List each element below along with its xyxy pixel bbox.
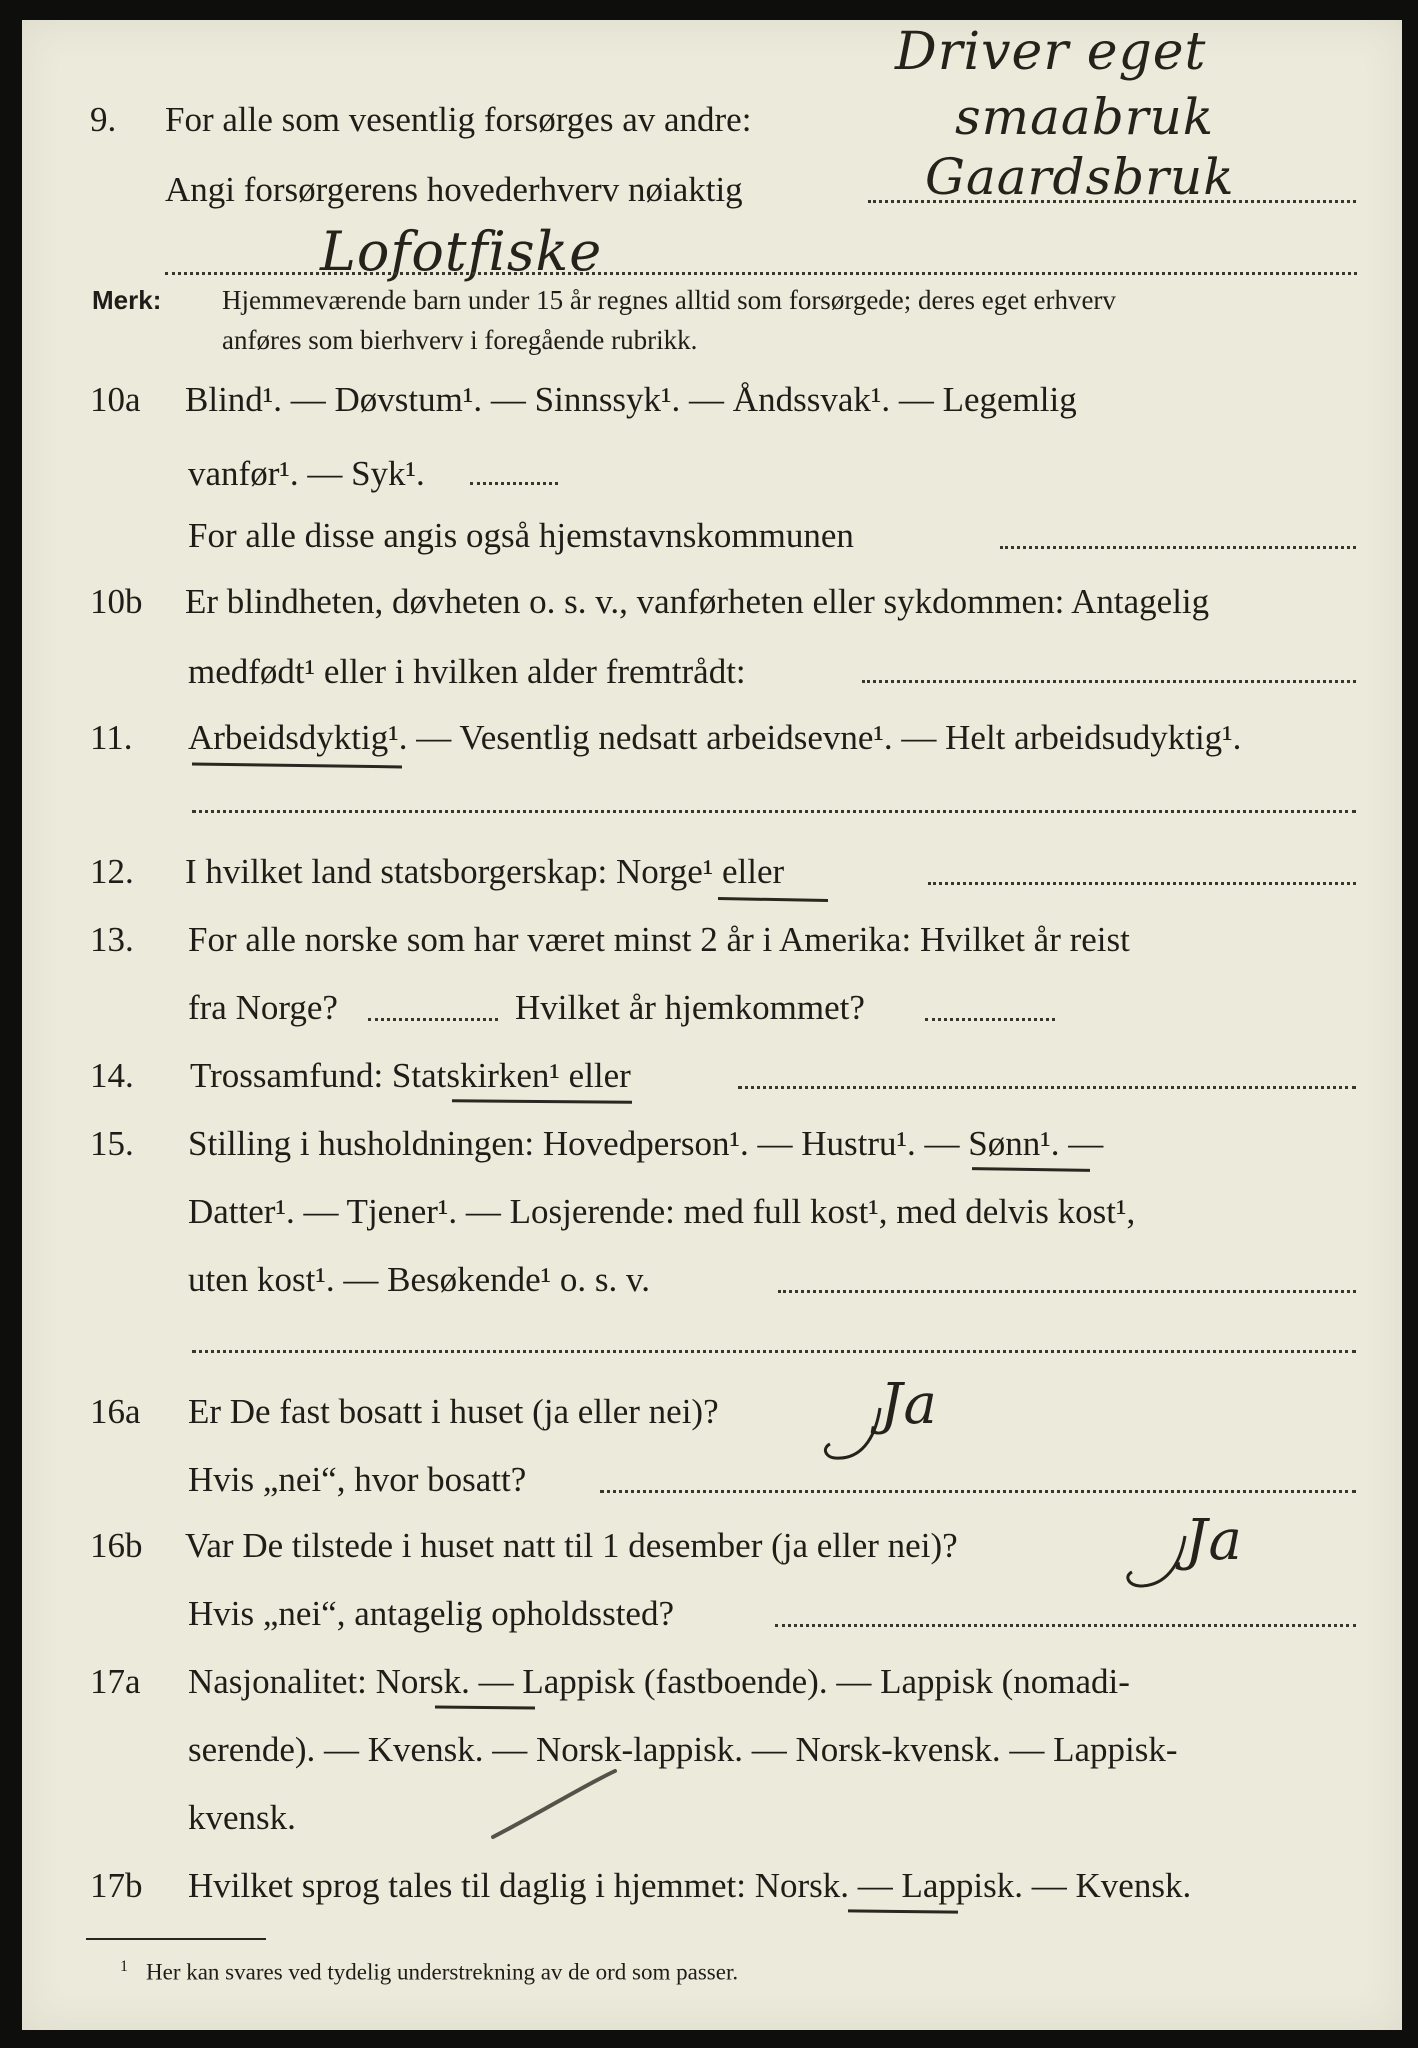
answer-line xyxy=(1000,546,1356,549)
question-text: Angi forsørgerens hovederhverv nøiaktig xyxy=(165,170,743,209)
answer-line xyxy=(600,1490,1356,1493)
answer-line xyxy=(165,272,1357,275)
question-text: Hvilket år hjemkommet? xyxy=(515,988,865,1027)
question-text: serende). — Kvensk. — Norsk-lappisk. — Norsk-kvensk. — Lappisk- xyxy=(188,1730,1178,1769)
question-text: medfødt¹ eller i hvilken alder fremtrådt: xyxy=(188,652,746,691)
question-number: 17a xyxy=(90,1662,141,1701)
question-text: kvensk. xyxy=(188,1798,296,1837)
handwritten-answer: Ja xyxy=(880,1372,938,1437)
handwritten-answer: smaabruk xyxy=(955,88,1215,146)
question-text: Er blindheten, døvheten o. s. v., vanførheten eller sykdommen: Antagelig xyxy=(185,582,1210,621)
note xyxy=(92,282,161,318)
answer-line xyxy=(368,1018,498,1021)
handwritten-answer: Ja xyxy=(1185,1508,1243,1573)
question-number: 10b xyxy=(90,582,143,621)
question-number: 13. xyxy=(90,920,134,959)
question-text: Er De fast bosatt i huset (ja eller nei)? xyxy=(188,1392,719,1431)
question-text: Hvilket sprog tales til daglig i hjemmet: Norsk. — Lappisk. — Kvensk. xyxy=(188,1866,1192,1905)
question-number: 16a xyxy=(90,1392,141,1431)
question-number: 12. xyxy=(90,852,134,891)
question-number: 16b xyxy=(90,1526,143,1565)
answer-line xyxy=(192,1350,1356,1353)
footnote-mark: 1 xyxy=(120,1958,128,1975)
question-text: I hvilket land statsborgerskap: Norge¹ eller xyxy=(185,852,785,891)
footnote-rule xyxy=(86,1938,266,1940)
question-number: 11. xyxy=(90,718,133,757)
question-text: Nasjonalitet: Norsk. — Lappisk (fastboende). — Lappisk (nomadi- xyxy=(188,1662,1130,1701)
question-text: Datter¹. — Tjener¹. — Losjerende: med full kost¹, med delvis kost¹, xyxy=(188,1192,1136,1231)
question-text: Trossamfund: Statskirken¹ eller xyxy=(190,1056,631,1095)
answer-line xyxy=(778,1290,1356,1293)
question-number: 14. xyxy=(90,1056,134,1095)
answer-line xyxy=(925,1018,1055,1021)
question-number: 17b xyxy=(90,1866,143,1905)
answer-line xyxy=(470,482,558,485)
answer-line xyxy=(862,680,1356,683)
question-text: vanfør¹. — Syk¹. xyxy=(188,454,425,493)
answer-line xyxy=(192,810,1356,813)
question-text: Hvis „nei“, hvor bosatt? xyxy=(188,1460,527,1499)
question-text: For alle norske som har været minst 2 år i Amerika: Hvilket år reist xyxy=(188,920,1130,959)
handwritten-answer: Driver eget xyxy=(895,22,1207,82)
question-text: For alle disse angis også hjemstavnskommunen xyxy=(188,516,854,555)
question-text: For alle som vesentlig forsørges av andre: xyxy=(165,100,752,139)
pen-stroke xyxy=(485,1765,625,1845)
answer-line xyxy=(928,882,1356,885)
footnote-text: Her kan svares ved tydelig understrekning av de ord som passer. xyxy=(146,1959,739,1985)
note-text: anføres som bierhverv i foregående rubrikk. xyxy=(222,325,698,355)
note-label: Merk: xyxy=(92,285,162,315)
pen-stroke xyxy=(1120,1530,1230,1600)
handwritten-answer: Gaardsbruk xyxy=(925,148,1235,206)
question-text: Blind¹. — Døvstum¹. — Sinnssyk¹. — Åndssvak¹. — Legemlig xyxy=(185,380,1077,419)
question-number: 9. xyxy=(90,100,117,139)
question-text: Hvis „nei“, antagelig opholdssted? xyxy=(188,1594,674,1633)
question-text: uten kost¹. — Besøkende¹ o. s. v. xyxy=(188,1260,651,1299)
question-text: fra Norge? xyxy=(188,988,338,1027)
question-text: Stilling i husholdningen: Hovedperson¹. — Hustru¹. — Sønn¹. — xyxy=(188,1124,1104,1163)
question-text: Var De tilstede i huset natt til 1 desember (ja eller nei)? xyxy=(185,1526,958,1565)
footnote xyxy=(120,1958,738,1986)
handwritten-answer: Lofotfiske xyxy=(320,220,603,283)
note-text: Hjemmeværende barn under 15 år regnes alltid som forsørgede; deres eget erhverv xyxy=(222,285,1116,315)
question-number: 15. xyxy=(90,1124,134,1163)
pen-stroke xyxy=(820,1400,930,1470)
question-text: Arbeidsdyktig¹. — Vesentlig nedsatt arbeidsevne¹. — Helt arbeidsudyktig¹. xyxy=(188,718,1242,757)
answer-line xyxy=(775,1624,1356,1627)
answer-line xyxy=(738,1086,1356,1089)
question-number: 10a xyxy=(90,380,141,419)
